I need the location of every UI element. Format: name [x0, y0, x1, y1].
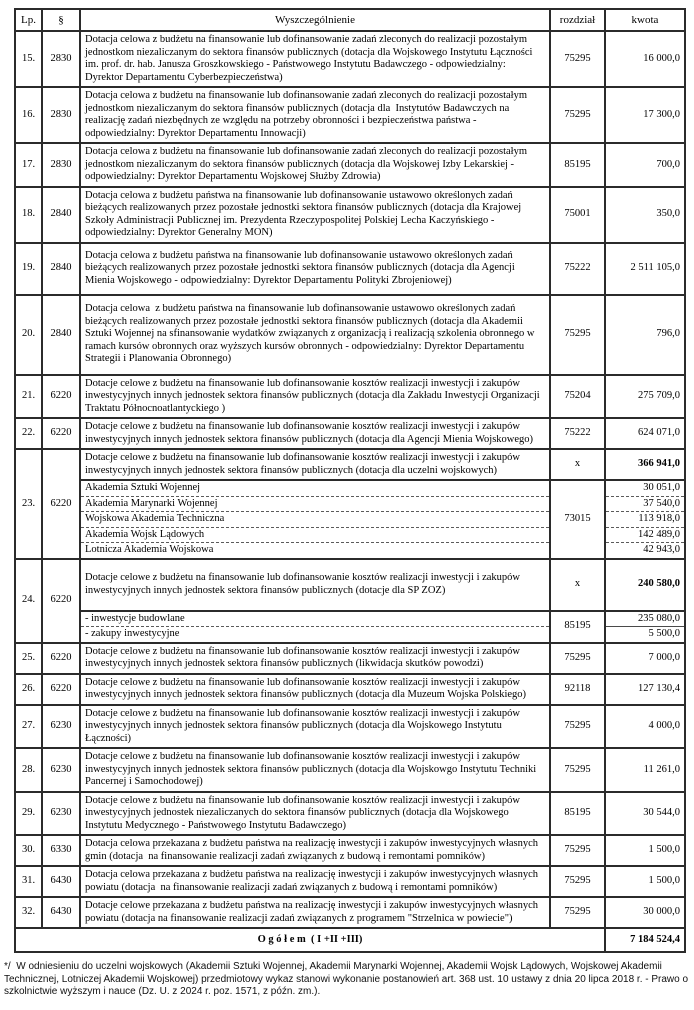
table-row — [15, 243, 685, 295]
table-row — [15, 643, 685, 674]
row-paragraph: 6430 — [42, 897, 80, 928]
row-kwota: 127 130,4 — [605, 674, 685, 705]
row-kwota: 275 709,0 — [605, 375, 685, 419]
subrow-kwota: 30 051,0 — [605, 480, 685, 496]
subrow-name: Akademia Wojsk Lądowych — [80, 527, 550, 543]
row-rozdzial: 75222 — [550, 418, 605, 449]
subrow — [15, 480, 685, 496]
row-paragraph: 6220 — [42, 418, 80, 449]
row-rozdzial: x — [550, 559, 605, 611]
row-description: Dotacja celowa przekazana z budżetu państwa na realizację inwestycji i zakupów inwestycyjnych własnych gmin (dotacja na finansowanie realizacji zadań związanych z budową i remontami pomników) — [80, 835, 550, 866]
row-kwota: 366 941,0 — [605, 449, 685, 480]
row-paragraph: 6220 — [42, 643, 80, 674]
row-rozdzial: 75222 — [550, 243, 605, 295]
table-header-row — [15, 9, 685, 31]
row-rozdzial: 75295 — [550, 897, 605, 928]
row-description: Dotacja celowa z budżetu na finansowanie lub dofinansowanie zadań zleconych do realizacji pozostałym jednostkom niezaliczanym do sektora finansów publicznych (dotacja dla Instytutów Badawczych na realizację zadań niezbędnych ze względu na potrzeby obronności i bezpieczeństwa państwa - odpowiedzialny: Dyrektor Departamentu Innowacji) — [80, 87, 550, 143]
subrow-name: Lotnicza Akademia Wojskowa — [80, 543, 550, 559]
row-lp: 16. — [15, 87, 42, 143]
row-kwota: 350,0 — [605, 187, 685, 243]
row-kwota: 240 580,0 — [605, 559, 685, 611]
row-rozdzial: 75001 — [550, 187, 605, 243]
table-row — [15, 835, 685, 866]
col-header-paragraph: § — [42, 9, 80, 31]
row-paragraph: 6220 — [42, 375, 80, 419]
row-paragraph: 2840 — [42, 187, 80, 243]
row-description: Dotacje celowe przekazana z budżetu państwa na realizację inwestycji i zakupów inwestycyjnych własnych powiatu (dotacja na finansowanie realizacji zadań związanych z programem "Strzelnica w powiecie") — [80, 897, 550, 928]
row-kwota: 30 000,0 — [605, 897, 685, 928]
row-lp: 23. — [15, 449, 42, 559]
row-rozdzial: 75295 — [550, 748, 605, 792]
table-row — [15, 295, 685, 375]
row-kwota: 4 000,0 — [605, 705, 685, 749]
total-row — [15, 928, 685, 952]
total-kwota: 7 184 524,4 — [605, 928, 685, 952]
row-lp: 24. — [15, 559, 42, 643]
row-kwota: 1 500,0 — [605, 866, 685, 897]
row-description: Dotacje celowe z budżetu na finansowanie lub dofinansowanie kosztów realizacji inwestycji i zakupów inwestycyjnych innych jednostek sektora finansów publicznych (dotacja dla Wojskowgo Instytutu Techniki Pancernej i Samochodowej) — [80, 748, 550, 792]
subrow-kwota: 235 080,0 — [605, 611, 685, 627]
table-row — [15, 449, 685, 480]
row-description: Dotacja celowa z budżetu państwa na finansowanie lub dofinansowanie ustawowo określonych zadań bieżących realizowanych przez pozostałe jednostki sektora finansów publicznych (dotacja dla Krajowej Szkoły Administracji Publicznej im. Prezydenta Rzeczypospolitej Polskiej Lecha Kaczyńskiego - odpowiedzialny: Dyrektor Generalny MON) — [80, 187, 550, 243]
row-description: Dotacje celowe z budżetu na finansowanie lub dofinansowanie kosztów realizacji inwestycji i zakupów inwestycyjnych innych jednostek sektora finansów publicznych (dotacja dla uczelni wojskowych) — [80, 449, 550, 480]
subrow — [15, 611, 685, 627]
table-row — [15, 897, 685, 928]
row-rozdzial: 75295 — [550, 835, 605, 866]
row-lp: 26. — [15, 674, 42, 705]
table-row — [15, 143, 685, 187]
subrow-kwota: 5 500,0 — [605, 627, 685, 643]
row-paragraph: 2840 — [42, 243, 80, 295]
row-lp: 31. — [15, 866, 42, 897]
row-description: Dotacje celowe z budżetu na finansowanie lub dofinansowanie kosztów realizacji inwestycji i zakupów inwestycyjnych innych jednostek sektora finansów publicznych (dotacje dla SP ZOZ) — [80, 559, 550, 611]
row-paragraph: 6220 — [42, 449, 80, 559]
row-rozdzial: 75295 — [550, 866, 605, 897]
row-description: Dotacje celowe z budżetu na finansowanie lub dofinansowanie kosztów realizacji inwestycji i zakupów inwestycyjnych jednostek niezaliczanych do sektora finansów publicznych (dotacja dla Wojskowego Instytutu Medycznego - Państwowego Instytutu Badawczego) — [80, 792, 550, 836]
subrow-rozdzial: 73015 — [550, 480, 605, 559]
subrow-kwota: 113 918,0 — [605, 512, 685, 528]
row-kwota: 700,0 — [605, 143, 685, 187]
row-description: Dotacje celowe z budżetu na finansowanie lub dofinansowanie kosztów realizacji inwestycji i zakupów inwestycyjnych innych jednostek sektora finansów publicznych (dotacja dla Wojskowego Instytutu Łączności) — [80, 705, 550, 749]
total-label: O g ó ł e m ( I +II +III) — [15, 928, 605, 952]
footnote: */ W odniesieniu do uczelni wojskowych (Akademii Sztuki Wojennej, Akademii Marynarki Wojennej, Akademii Wojsk Lądowych, Wojskowej Akademii Technicznej, Lotniczej Akademii Wojskowej) przedmiotowy wykaz stanowi wykonanie postanowień art. 368 ust. 10 ustawy z dnia 20 lipca 2018 r. - Prawo o szkolnictwie wyższym i nauce (Dz. U. z 2024 r. poz. 1571, z późn. zm.). — [4, 961, 691, 997]
row-lp: 18. — [15, 187, 42, 243]
row-kwota: 16 000,0 — [605, 31, 685, 87]
subrow-name: Akademia Marynarki Wojennej — [80, 496, 550, 512]
table-row — [15, 559, 685, 611]
row-description: Dotacja celowa przekazana z budżetu państwa na realizację inwestycji i zakupów inwestycyjnych własnych powiatu (dotacja na finansowanie realizacji zadań związanych z budową i remontami pomników) — [80, 866, 550, 897]
row-kwota: 2 511 105,0 — [605, 243, 685, 295]
row-paragraph: 6230 — [42, 705, 80, 749]
subrow-kwota: 142 489,0 — [605, 527, 685, 543]
row-paragraph: 6430 — [42, 866, 80, 897]
table-row — [15, 866, 685, 897]
budget-table — [14, 8, 686, 953]
row-rozdzial: 75295 — [550, 31, 605, 87]
row-paragraph: 2830 — [42, 31, 80, 87]
col-header-kwota: kwota — [605, 9, 685, 31]
row-kwota: 30 544,0 — [605, 792, 685, 836]
row-description: Dotacja celowa z budżetu na finansowanie lub dofinansowanie zadań zleconych do realizacji pozostałym jednostkom niezaliczanym do sektora finansów publicznych (dotacja dla Wojskowej Izby Lekarskiej - odpowiedzialny: Dyrektor Departamentu Wojskowej Służby Zdrowia) — [80, 143, 550, 187]
table-row — [15, 792, 685, 836]
row-description: Dotacja celowa z budżetu na finansowanie lub dofinansowanie zadań zleconych do realizacji pozostałym jednostkom niezaliczanym do sektora finansów publicznych (dotacja dla Wojskowego Instytutu Łączności im. prof. dr. hab. Janusza Groszkowskiego - Państwowego Instytutu Badawczego - odpowiedzialny: Dyrektor Departamentu Cyberbezpieczeństwa) — [80, 31, 550, 87]
row-kwota: 624 071,0 — [605, 418, 685, 449]
row-paragraph: 6220 — [42, 674, 80, 705]
row-paragraph: 6230 — [42, 748, 80, 792]
row-paragraph: 6230 — [42, 792, 80, 836]
row-lp: 27. — [15, 705, 42, 749]
subrow-name: Wojskowa Akademia Techniczna — [80, 512, 550, 528]
row-rozdzial: 75295 — [550, 87, 605, 143]
col-header-description: Wyszczególnienie — [80, 9, 550, 31]
table-row — [15, 705, 685, 749]
row-kwota: 1 500,0 — [605, 835, 685, 866]
row-description: Dotacja celowa z budżetu państwa na finansowanie lub dofinansowanie ustawowo określonych zadań bieżących realizowanych przez pozostałe jednostki sektora finansów publicznych (dotacja dla Agencji Mienia Wojskowego - odpowiedzialny: Dyrektor Departamentu Polityki Zbrojeniowej) — [80, 243, 550, 295]
table-row — [15, 31, 685, 87]
subrow-kwota: 37 540,0 — [605, 496, 685, 512]
row-lp: 30. — [15, 835, 42, 866]
row-description: Dotacje celowe z budżetu na finansowanie lub dofinansowanie kosztów realizacji inwestycji i zakupów inwestycyjnych innych jednostek sektora finansów publicznych (dotacja dla Muzeum Wojska Polskiego) — [80, 674, 550, 705]
row-paragraph: 6220 — [42, 559, 80, 643]
row-lp: 19. — [15, 243, 42, 295]
row-paragraph: 6330 — [42, 835, 80, 866]
row-description: Dotacje celowe z budżetu na finansowanie lub dofinansowanie kosztów realizacji inwestycji i zakupów inwestycyjnych innych jednostek sektora finansów publicznych (dotacja dla Zakładu Inwestycji Organizacji Traktatu Północnoatlantyckiego ) — [80, 375, 550, 419]
row-description: Dotacje celowe z budżetu na finansowanie lub dofinansowanie kosztów realizacji inwestycji i zakupów inwestycyjnych innych jednostek sektora finansów publicznych (dotacja dla Agencji Mienia Wojskowego) — [80, 418, 550, 449]
table-row — [15, 418, 685, 449]
subrow-kwota: 42 943,0 — [605, 543, 685, 559]
table-row — [15, 375, 685, 419]
row-description: Dotacja celowa z budżetu państwa na finansowanie lub dofinansowanie ustawowo określonych zadań bieżących realizowanych przez pozostałe jednostki sektora finansów publicznych (dotacja dla Akademii Sztuki Wojennej na sfinansowanie wydatków związanych z organizacją i realizacją szkolenia obronnego w ramach kursów obronnych oraz wyższych kursów obronnych - odpowiedzialny: Dyrektor Departamentu Strategii i Planowania Obronnego) — [80, 295, 550, 375]
subrow-name: - zakupy inwestycyjne — [80, 627, 550, 643]
table-row — [15, 187, 685, 243]
col-header-lp: Lp. — [15, 9, 42, 31]
subrow-rozdzial: 85195 — [550, 611, 605, 643]
row-lp: 29. — [15, 792, 42, 836]
table-row — [15, 674, 685, 705]
row-rozdzial: 85195 — [550, 143, 605, 187]
row-rozdzial: 75295 — [550, 643, 605, 674]
row-rozdzial: 85195 — [550, 792, 605, 836]
col-header-rozdzial: rozdział — [550, 9, 605, 31]
row-lp: 21. — [15, 375, 42, 419]
row-paragraph: 2830 — [42, 143, 80, 187]
row-lp: 15. — [15, 31, 42, 87]
row-lp: 20. — [15, 295, 42, 375]
row-lp: 32. — [15, 897, 42, 928]
table-row — [15, 87, 685, 143]
row-paragraph: 2830 — [42, 87, 80, 143]
row-rozdzial: 92118 — [550, 674, 605, 705]
row-rozdzial: x — [550, 449, 605, 480]
row-lp: 25. — [15, 643, 42, 674]
row-description: Dotacje celowe z budżetu na finansowanie lub dofinansowanie kosztów realizacji inwestycji i zakupów inwestycyjnych innych jednostek sektora finansów publicznych (likwidacja skutków powodzi) — [80, 643, 550, 674]
row-rozdzial: 75204 — [550, 375, 605, 419]
row-paragraph: 2840 — [42, 295, 80, 375]
subrow-name: - inwestycje budowlane — [80, 611, 550, 627]
table-row — [15, 748, 685, 792]
subrow-name: Akademia Sztuki Wojennej — [80, 480, 550, 496]
row-kwota: 7 000,0 — [605, 643, 685, 674]
row-kwota: 796,0 — [605, 295, 685, 375]
row-lp: 17. — [15, 143, 42, 187]
row-lp: 22. — [15, 418, 42, 449]
row-kwota: 11 261,0 — [605, 748, 685, 792]
row-rozdzial: 75295 — [550, 295, 605, 375]
row-lp: 28. — [15, 748, 42, 792]
row-rozdzial: 75295 — [550, 705, 605, 749]
row-kwota: 17 300,0 — [605, 87, 685, 143]
